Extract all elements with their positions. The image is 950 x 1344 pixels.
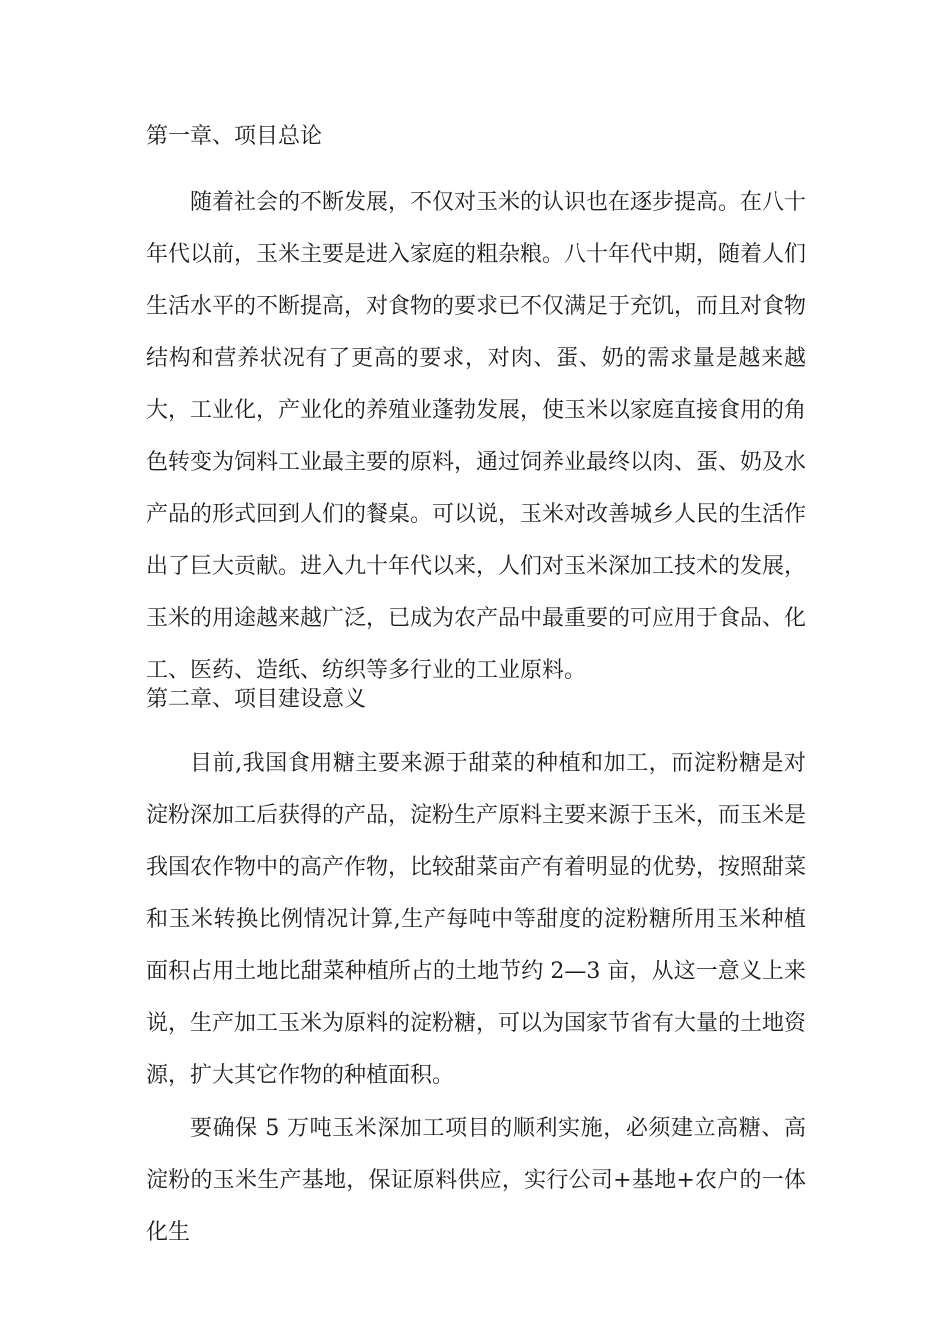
chapter-2-paragraph-1: 目前,我国食用糖主要来源于甜菜的种植和加工，而淀粉糖是对淀粉深加工后获得的产品，淀粉生产原料主要来源于玉米，而玉米是我国农作物中的高产作物，比较甜菜亩产有着明显的优势，按照甜菜和玉米转换比例情况计算,生产每吨中等甜度的淀粉糖所用玉米种植面积占用土地比甜菜种植所占的土地节约 2—3 亩，从这一意义上来说，生产加工玉米为原料的淀粉糖，可以为国家节省有大量的土地资源，扩大其它作物的种植面积。: [146, 751, 807, 1088]
chapter-2-paragraph-2: 要确保 5 万吨玉米深加工项目的顺利实施，必须建立高糖、高淀粉的玉米生产基地，保证原料供应，实行公司+基地+农户的一体化生: [146, 1116, 806, 1245]
chapter-1-paragraph: 随着社会的不断发展，不仅对玉米的认识也在逐步提高。在八十年代以前，玉米主要是进入家庭的粗杂粮。八十年代中期，随着人们生活水平的不断提高，对食物的要求已不仅满足于充饥，而且对食物结构和营养状况有了更高的要求，对肉、蛋、奶的需求量是越来越大，工业化，产业化的养殖业蓬勃发展，使玉米以家庭直接食用的角色转变为饲料工业最主要的原料，通过饲养业最终以肉、蛋、奶及水产品的形式回到人们的餐桌。可以说，玉米对改善城乡人民的生活作出了巨大贡献。进入九十年代以来，人们对玉米深加工技术的发展，玉米的用途越来越广泛，已成为农产品中最重要的可应用于食品、化工、医药、造纸、纺织等多行业的工业原料。: [146, 190, 807, 683]
chapter-1-heading: 第一章、项目总论: [146, 124, 323, 149]
chapter-2-heading: 第二章、项目建设意义: [146, 687, 367, 712]
